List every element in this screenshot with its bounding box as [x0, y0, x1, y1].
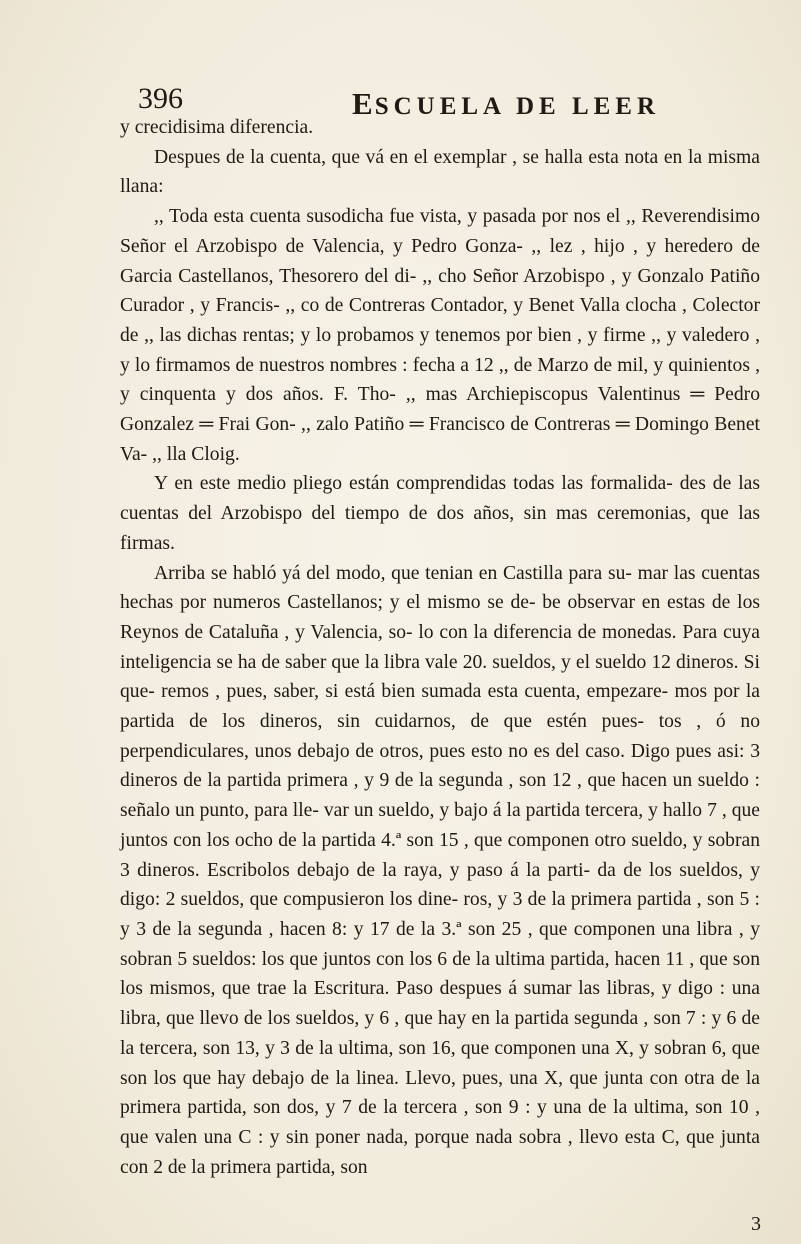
body-text	[120, 113, 760, 1182]
running-head-rest: SCUELA DE LEER	[374, 93, 661, 120]
page-number: 396	[138, 82, 183, 115]
paragraph-summing-method: Arriba se habló yá del modo, que tenian en Castilla para su- mar las cuentas hechas por numeros Castellanos; y el mismo se de- be observar en estas de los Reynos de Cataluña , y Valencia, so- lo con la diferencia de monedas. Para cuya inteligencia se ha de saber que la libra vale 20. sueldos, y el sueldo 12 dineros. Si que- remos , pues, saber, si está bien sumada esta cuenta, empezare- mos por la partida de los dineros, sin cuidarnos, de que estén pues- tos , ó no perpendiculares, unos debajo de otros, pues esto no es del caso. Digo pues asi: 3 dineros de la partida primera , y 9 de la segunda , son 12 , que hacen un sueldo : señalo un punto, para lle- var un sueldo, y bajo á la partida tercera, y hallo 7 , que juntos con los ocho de la partida 4.ª son 15 , que componen otro sueldo, y sobran 3 dineros. Escribolos debajo de la raya, y paso á la parti- da de los sueldos, y digo: 2 sueldos, que compusieron los dine- ros, y 3 de la primera partida , son 5 : y 3 de la segunda , hacen 8: y 17 de la 3.ª son 25 , que componen una libra , y sobran 5 sueldos: los que juntos con los 6 de la ultima partida, hacen 11 , que son los mismos, que trae la Escritura. Paso despues á sumar las libras, y digo : una libra, que llevo de los sueldos, y 6 , que hay en la partida segunda , son 7 : y 6 de la tercera, son 13, y 3 de la ultima, son 16, que componen una X, y sobran 6, que son los que hay debajo de la linea. Llevo, pues, una X, que junta con otra de la primera partida, son dos, y 7 de la tercera , son 9 : y una de la ultima, son 10 , que valen una C : y sin poner nada, porque nada sobra , llevo esta C, que junta con 2 de la primera partida, son	[120, 562, 760, 1178]
paragraph-1: y crecidisima diferencia.	[120, 117, 314, 138]
catchword: 3	[751, 1213, 761, 1235]
running-head-initial: E	[352, 86, 375, 121]
paragraph-formalities: Y en este medio pliego están comprendidas todas las formalida- des de las cuentas del Arzobispo del tiempo de dos años, sin mas ceremonias, que las firmas.	[120, 473, 760, 554]
quoted-account-note: ,, Toda esta cuenta susodicha fue vista, y pasada por nos el ,, Reverendisimo Señor el Arzobispo de Valencia, y Pedro Gonza- ,, lez , hijo , y heredero de Garcia Castellanos, Thesorero del di- ,, cho Señor Arzobispo , y Gonzalo Patiño Curador , y Francis- ,, co de Contreras Contador, y Benet Valla clocha , Colector de ,, las dichas rentas; y lo probamos y tenemos por bien , y firme ,, y valedero , y lo firmamos de nuestros nombres : fecha a 12 ,, de Marzo de mil, y quinientos , y cinquenta y dos años. F. Tho- ,, mas Archiepiscopus Valentinus ═ Pedro Gonzalez ═ Frai Gon- ,, zalo Patiño ═ Francisco de Contreras ═ Domingo Benet Va- ,, lla Cloig.	[120, 206, 760, 465]
paragraph-2: Despues de la cuenta, que vá en el exemplar , se halla esta nota en la misma llana:	[120, 146, 760, 198]
